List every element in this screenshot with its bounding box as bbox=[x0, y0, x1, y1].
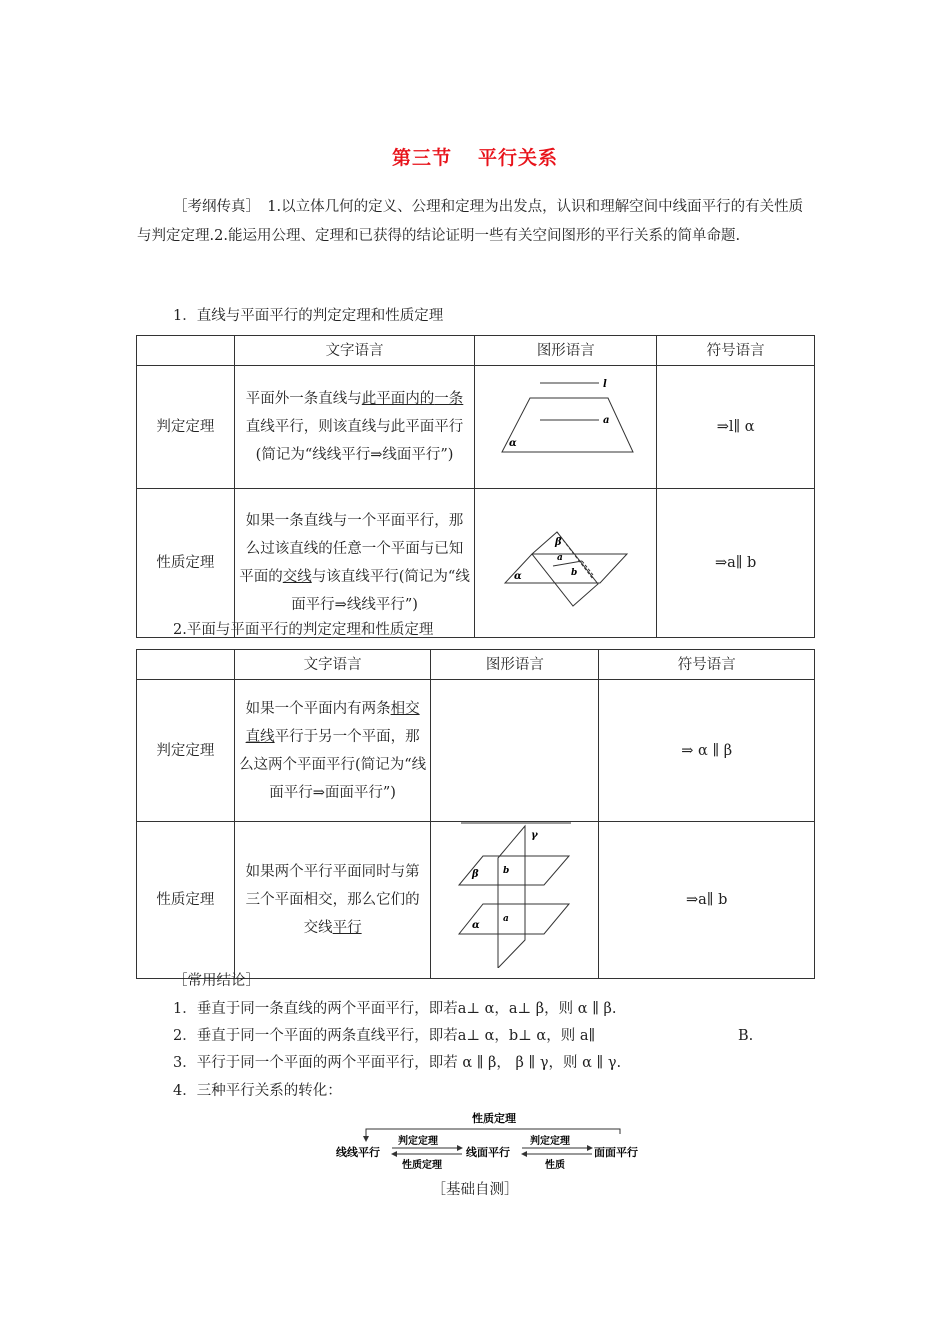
parallel-transformation-diagram bbox=[330, 1105, 660, 1175]
title-part2: 平行关系 bbox=[478, 147, 559, 169]
label-gamma: γ bbox=[531, 830, 539, 841]
table-line-plane bbox=[136, 335, 815, 638]
label-l: l bbox=[603, 379, 608, 390]
basic-self-test-heading: ［基础自测］ bbox=[431, 1182, 519, 1198]
table2-header-figure: 图形语言 bbox=[431, 650, 599, 680]
plane-alpha-shape bbox=[502, 398, 633, 452]
table2-row1-symbol: ⇒ α ∥ β bbox=[599, 680, 815, 822]
diagram-top-label: 性质定理 bbox=[472, 1112, 516, 1125]
intro-text: 1.以立体几何的定义、公理和定理为出发点，认识和理解空间中线面平行的有关性质与判定定理.2.能运用公理、定理和已获得的结论证明一些有关空间图形的平行关系的简单命题. bbox=[137, 199, 804, 244]
diagram-left-label: 线线平行 bbox=[336, 1146, 380, 1159]
table1-row2-text: 如果一条直线与一个平面平行，那么过该直线的任意一个平面与已知平面的交线与该直线平行(简记为“线面平行⇒线线平行”) bbox=[234, 489, 475, 638]
table1-row1-symbol: ⇒l∥ α bbox=[657, 366, 815, 489]
table2-corner bbox=[137, 650, 235, 680]
label-b: b bbox=[571, 568, 578, 578]
conclusions-label: ［常用结论］ bbox=[173, 973, 260, 989]
conclusion-2-tail: B. bbox=[738, 1028, 754, 1044]
table1-row1-figure bbox=[475, 366, 657, 489]
page-title bbox=[0, 143, 950, 170]
arrow2-top-label: 判定定理 bbox=[530, 1136, 570, 1147]
table2-header-text: 文字语言 bbox=[234, 650, 431, 680]
title-part1: 第三节 bbox=[391, 147, 452, 169]
plane-alpha-shape bbox=[505, 554, 627, 583]
table1-row2-label: 性质定理 bbox=[137, 489, 235, 638]
line-b-dashed bbox=[582, 561, 593, 575]
intro-paragraph bbox=[137, 193, 815, 251]
label-beta: β bbox=[472, 869, 480, 880]
table1-row2-figure bbox=[475, 489, 657, 638]
table2-row2-figure bbox=[431, 822, 599, 979]
table1-row2-symbol: ⇒a∥ b bbox=[657, 489, 815, 638]
table1-row1-text: 平面外一条直线与此平面内的一条直线平行，则该直线与此平面平行(简记为“线线平行⇒线面平行”) bbox=[234, 366, 475, 489]
label-a: a bbox=[503, 914, 510, 924]
arrow1-bottom-label: 性质定理 bbox=[402, 1160, 442, 1171]
section1-heading: 1．直线与平面平行的判定定理和性质定理 bbox=[173, 308, 444, 324]
conclusion-2: 2．垂直于同一个平面的两条直线平行，即若a⊥ α，b⊥ α，则 a∥ bbox=[173, 1028, 596, 1044]
line-plane-property-figure bbox=[475, 489, 656, 627]
table1-header-symbol: 符号语言 bbox=[657, 336, 815, 366]
label-alpha: α bbox=[514, 571, 523, 582]
label-beta: β bbox=[555, 537, 562, 548]
table2-row1-label: 判定定理 bbox=[137, 680, 235, 822]
table2-row1-figure bbox=[431, 680, 599, 822]
table2-header-symbol: 符号语言 bbox=[599, 650, 815, 680]
table2-row2-label: 性质定理 bbox=[137, 822, 235, 979]
table2-row2-symbol: ⇒a∥ b bbox=[599, 822, 815, 979]
table-plane-plane bbox=[136, 649, 815, 979]
label-a: a bbox=[603, 415, 610, 426]
table1-corner bbox=[137, 336, 235, 366]
conclusion-1: 1．垂直于同一条直线的两个平面平行，即若a⊥ α，a⊥ β，则 α ∥ β. bbox=[173, 1001, 617, 1017]
conclusion-3: 3．平行于同一个平面的两个平面平行，即若 α ∥ β， β ∥ γ，则 α ∥ γ. bbox=[173, 1055, 622, 1071]
table1-row1-label: 判定定理 bbox=[137, 366, 235, 489]
table1-header-text: 文字语言 bbox=[234, 336, 475, 366]
table1-header-figure: 图形语言 bbox=[475, 336, 657, 366]
conclusion-4: 4．三种平行关系的转化： bbox=[173, 1083, 342, 1099]
table2-row1-text: 如果一个平面内有两条相交直线平行于另一个平面，那么这两个平面平行(简记为“线面平行⇒面面平行”) bbox=[234, 680, 431, 822]
line-plane-parallel-figure bbox=[475, 366, 656, 478]
section2-heading: 2.平面与平面平行的判定定理和性质定理 bbox=[173, 622, 434, 638]
label-b: b bbox=[503, 866, 510, 876]
table2-row2-text: 如果两个平行平面同时与第三个平面相交，那么它们的交线平行 bbox=[234, 822, 431, 979]
label-alpha: α bbox=[472, 920, 481, 931]
arrow2-bottom-label: 性质 bbox=[545, 1160, 565, 1171]
plane-plane-property-figure bbox=[431, 822, 598, 968]
diagram-right-label: 面面平行 bbox=[594, 1146, 638, 1159]
intro-label: ［考纲传真］ bbox=[173, 199, 253, 215]
plane-gamma-shape bbox=[498, 826, 525, 968]
diagram-mid-label: 线面平行 bbox=[466, 1146, 510, 1159]
label-alpha: α bbox=[509, 438, 518, 449]
label-a: a bbox=[557, 553, 564, 563]
arrow1-top-label: 判定定理 bbox=[398, 1136, 438, 1147]
